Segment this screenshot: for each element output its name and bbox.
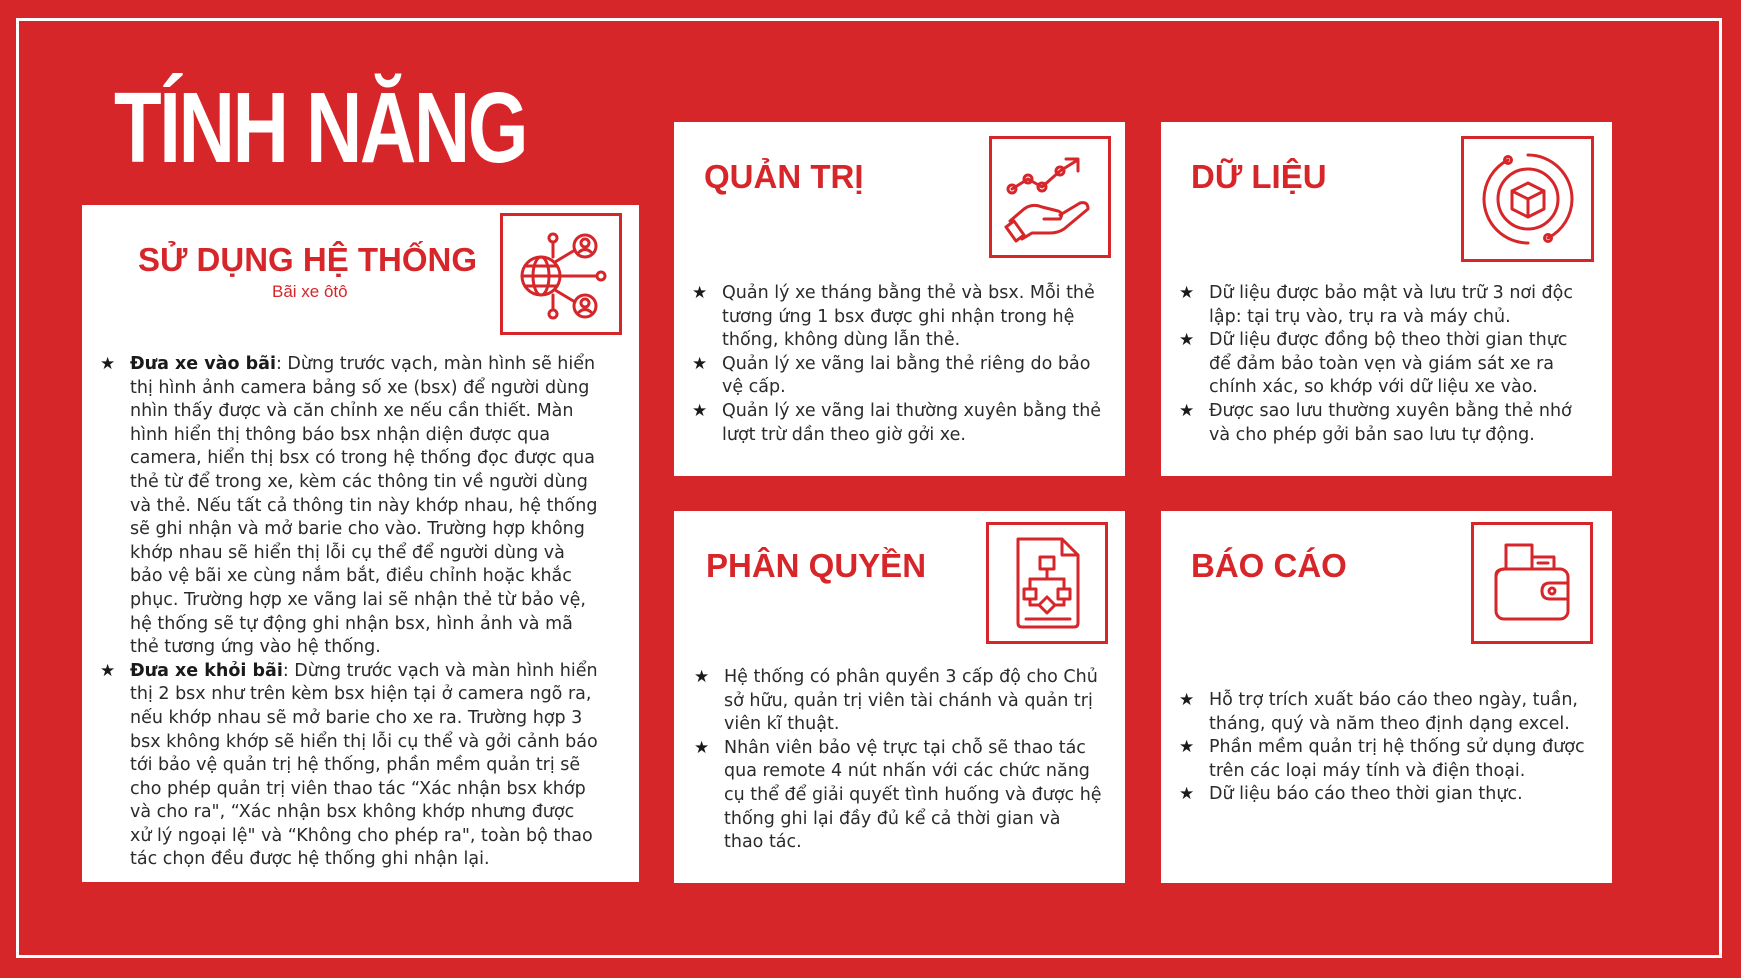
list-item: ★ Phần mềm quản trị hệ thống sử dụng được trên các loại máy tính và điện thoại. xyxy=(1179,736,1599,783)
list-item xyxy=(100,660,600,872)
permission-icon-box xyxy=(986,522,1108,644)
wallet-icon xyxy=(1484,535,1580,631)
data-card-title: DỮ LIỆU xyxy=(1191,158,1327,195)
usage-card xyxy=(82,205,639,882)
list-item: ★ Hỗ trợ trích xuất báo cáo theo ngày, tuần, tháng, quý và năm theo định dạng excel. xyxy=(1179,689,1599,736)
report-card-title: BÁO CÁO xyxy=(1191,547,1347,584)
bullet-label: Đưa xe khỏi bãi xyxy=(130,660,283,681)
list-item: ★ Quản lý xe tháng bằng thẻ và bsx. Mỗi thẻ tương ứng 1 bsx được ghi nhận trong hệ thống, không dùng lẫn thẻ. xyxy=(692,282,1102,353)
data-cube-icon xyxy=(1478,149,1578,249)
admin-card xyxy=(674,122,1125,476)
flowchart-document-icon xyxy=(1002,535,1092,631)
list-item xyxy=(100,353,600,660)
admin-icon-box xyxy=(989,136,1111,258)
usage-icon-box xyxy=(500,213,622,335)
list-item: ★ Quản lý xe vãng lai bằng thẻ riêng do bảo vệ cấp. xyxy=(692,353,1102,400)
bullet-text: : Dừng trước vạch, màn hình sẽ hiển thị hình ảnh camera bảng số xe (bsx) để người dùng nhìn thấy được và căn chỉnh xe nếu cần thiết. Màn hình hiển thị thông báo bsx nhận diện được qua camera, hiển thị bsx có trong hệ thống đọc được qua thẻ từ để trong xe, kèm các thông tin về người dùng và thẻ. Nếu tất cả thông tin này khớp nhau, hệ thống sẽ ghi nhận và mở barie cho vào. Trường hợp không khớp nhau sẽ hiển thị lỗi cụ thể để người dùng và bảo vệ bãi xe cùng nắm bắt, điều chỉnh hoặc khắc phục. Trường hợp xe vãng lai sẽ nhận thẻ từ bảo vệ, hệ thống sẽ tự động ghi nhận bsx, hình ảnh và mã thẻ tương ứng vào hệ thống. xyxy=(130,354,598,658)
list-item: ★ Được sao lưu thường xuyên bằng thẻ nhớ và cho phép gởi bản sao lưu tự động. xyxy=(1179,400,1589,447)
usage-card-subtitle: Bãi xe ôtô xyxy=(272,282,348,301)
report-card xyxy=(1161,511,1612,883)
list-item: ★ Hệ thống có phân quyền 3 cấp độ cho Chủ sở hữu, quản trị viên tài chánh và quản trị viên kĩ thuật. xyxy=(694,666,1104,737)
admin-bullet-list xyxy=(692,282,1102,447)
bullet-text: : Dừng trước vạch và màn hình hiển thị 2 bsx như trên kèm bsx hiện tại ở camera ngõ ra, nếu khớp nhau sẽ mở barie cho xe ra. Trường hợp 3 bsx không khớp sẽ hiển thị lỗi cụ thể và gởi cảnh báo tới bảo vệ quản trị hệ thống, phần mềm quản trị sẽ cho phép quản trị viên thao tác “Xác nhận bsx khớp và cho ra", “Xác nhận bsx không khớp nhưng được xử lý ngoại lệ" và “Không cho phép ra", toàn bộ thao tác chọn đều được hệ thống ghi nhận lại. xyxy=(130,660,598,870)
list-item: ★ Nhân viên bảo vệ trực tại chỗ sẽ thao tác qua remote 4 nút nhấn với các chức năng cụ thể để giải quyết tình huống và được hệ thống ghi lại đầy đủ kể cả thời gian và thao tác. xyxy=(694,737,1104,855)
list-item: ★ Dữ liệu được bảo mật và lưu trữ 3 nơi độc lập: tại trụ vào, trụ ra và máy chủ. xyxy=(1179,282,1589,329)
usage-card-title: SỬ DỤNG HỆ THỐNG xyxy=(138,241,478,278)
data-bullet-list xyxy=(1179,282,1589,447)
network-users-icon xyxy=(515,228,607,320)
data-icon-box xyxy=(1461,136,1594,262)
data-card xyxy=(1161,122,1612,476)
growth-hand-icon xyxy=(1002,149,1098,245)
permission-bullet-list xyxy=(694,666,1104,855)
list-item: ★ Dữ liệu được đồng bộ theo thời gian thực để đảm bảo toàn vẹn và giám sát xe ra chính xác, so khớp với dữ liệu xe vào. xyxy=(1179,329,1589,400)
report-icon-box xyxy=(1471,522,1593,644)
admin-card-title: QUẢN TRỊ xyxy=(704,158,864,195)
permission-card-title: PHÂN QUYỀN xyxy=(706,547,927,584)
usage-bullet-list xyxy=(100,353,600,872)
list-item: ★ Dữ liệu báo cáo theo thời gian thực. xyxy=(1179,783,1599,807)
report-bullet-list xyxy=(1179,689,1599,807)
bullet-label: Đưa xe vào bãi xyxy=(130,354,276,374)
permission-card xyxy=(674,511,1125,883)
list-item: ★ Quản lý xe vãng lai thường xuyên bằng thẻ lượt trừ dần theo giờ gởi xe. xyxy=(692,400,1102,447)
page-title: TÍNH NĂNG xyxy=(114,72,527,184)
